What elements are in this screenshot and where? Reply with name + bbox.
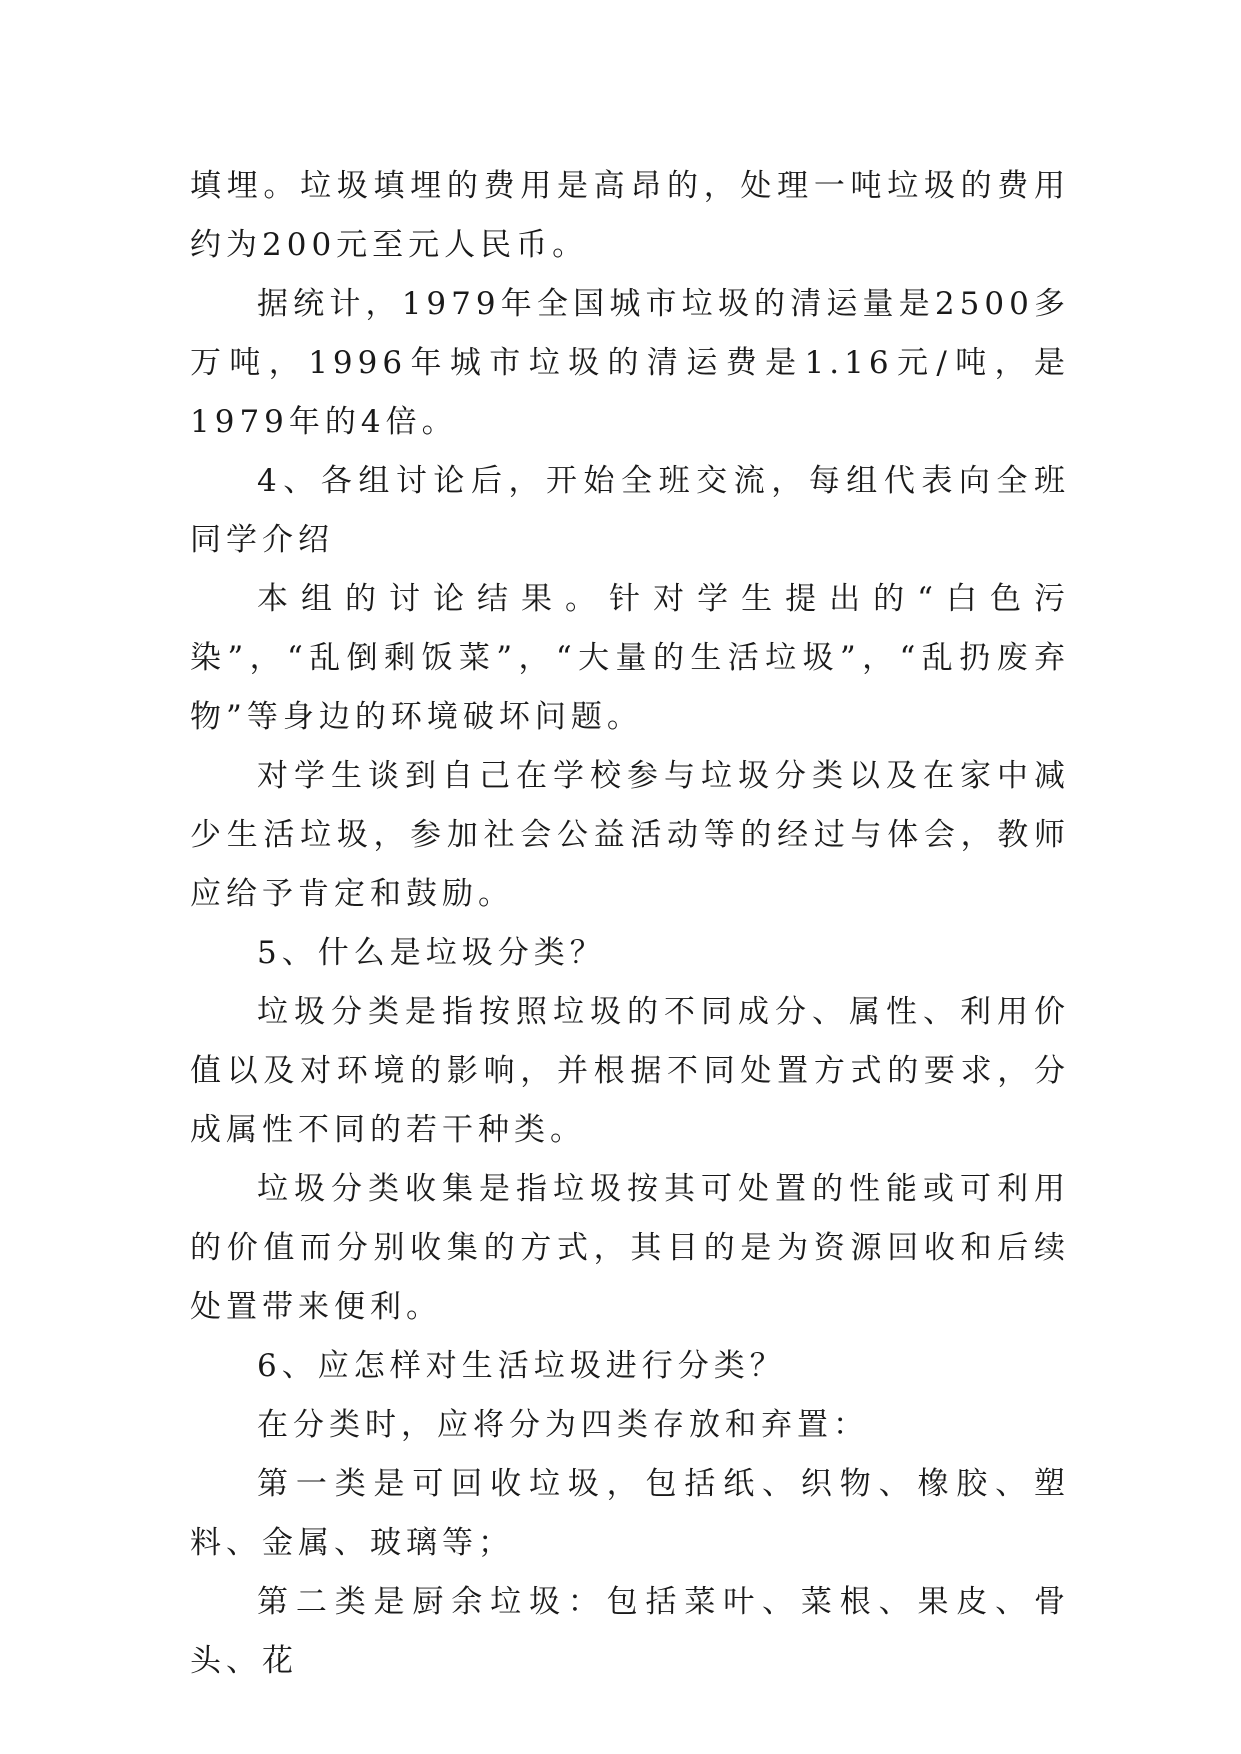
paragraph-12: 第二类是厨余垃圾：包括菜叶、菜根、果皮、骨头、花 (190, 1584, 1070, 1679)
paragraph-4: 本组的讨论结果。针对学生提出的“白色污染”，“乱倒剩饭菜”，“大量的生活垃圾”，“乱扔废弃物”等身边的环境破坏问题。 (190, 581, 1070, 735)
paragraph-8: 垃圾分类收集是指垃圾按其可处置的性能或可利用的价值而分别收集的方式，其目的是为资源回收和后续处置带来便利。 (190, 1171, 1070, 1325)
paragraph-5: 对学生谈到自己在学校参与垃圾分类以及在家中减少生活垃圾，参加社会公益活动等的经过与体会，教师应给予肯定和鼓励。 (190, 758, 1070, 912)
paragraph-11: 第一类是可回收垃圾，包括纸、织物、橡胶、塑料、金属、玻璃等； (190, 1466, 1070, 1561)
paragraph-9: 6、应怎样对生活垃圾进行分类？ (257, 1348, 786, 1384)
paragraph-7: 垃圾分类是指按照垃圾的不同成分、属性、利用价值以及对环境的影响，并根据不同处置方式的要求，分成属性不同的若干种类。 (190, 994, 1070, 1148)
paragraph-2: 据统计，1979年全国城市垃圾的清运量是2500多万吨，1996年城市垃圾的清运费是1.16元/吨，是1979年的4倍。 (190, 286, 1070, 440)
paragraph-6: 5、什么是垃圾分类？ (257, 935, 606, 971)
paragraph-10: 在分类时，应将分为四类存放和弃置： (257, 1407, 869, 1443)
paragraph-1: 填埋。垃圾填埋的费用是高昂的，处理一吨垃圾的费用约为200元至元人民币。 (190, 168, 1070, 263)
paragraph-3: 4、各组讨论后，开始全班交流，每组代表向全班同学介绍 (190, 463, 1070, 558)
document-body (190, 157, 1070, 1691)
